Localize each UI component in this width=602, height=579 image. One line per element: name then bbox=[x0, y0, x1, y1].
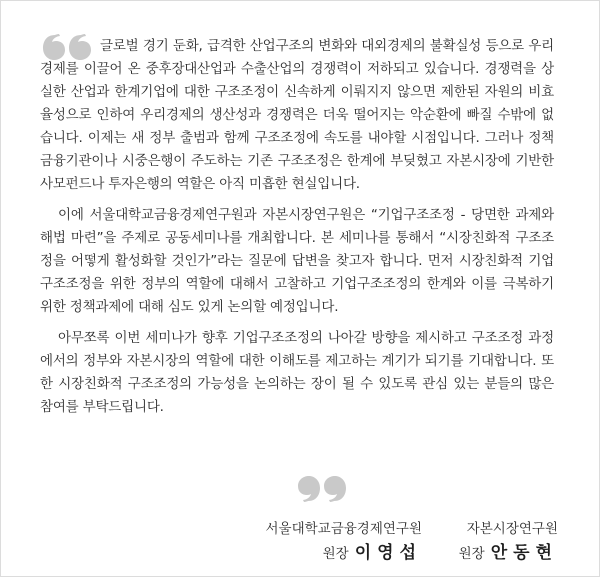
signature-name: 이영섭 bbox=[354, 543, 422, 563]
signature-2 bbox=[459, 518, 558, 566]
close-quote-icon bbox=[294, 473, 350, 505]
signature-title: 원장 bbox=[458, 546, 485, 562]
signature-name: 안동현 bbox=[490, 543, 558, 563]
signature-title: 원장 bbox=[322, 546, 349, 562]
paragraph-3: 아무쪼록 이번 세미나가 향후 기업구조조정의 나아갈 방향을 제시하고 구조조정 과정에서의 정부와 자본시장의 역할에 대한 이해도를 제고하는 계기가 되기를 기대합니다. 또한 시장친화적 구조조정의 가능성을 논의하는 장이 될 수 있도록 관심 있는 분들의 많은 참여를 부탁드립니다. bbox=[40, 330, 554, 415]
signature-1 bbox=[266, 518, 423, 566]
signature-org: 자본시장연구원 bbox=[466, 521, 558, 537]
letter-body bbox=[40, 35, 554, 419]
paragraph-1: 글로벌 경기 둔화, 급격한 산업구조의 변화와 대외경제의 불확실성 등으로 우리 경제를 이끌어 온 중후장대산업과 수출산업의 경쟁력이 저하되고 있습니다. 경쟁력을 상실한 산업과 한계기업에 대한 구조조정이 신속하게 이뤄지지 않으면 제한된 자원의 비효율성으로 인하여 우리경제의 생산성과 경쟁력은 더욱 떨어지는 악순환에 빠질 수밖에 없습니다. 이제는 새 정부 출범과 함께 구조조정에 속도를 내야할 시점입니다. 그러나 정책금융기관이나 시중은행이 주도하는 기존 구조조정은 한계에 부딪혔고 자본시장에 기반한 사모펀드나 투자은행의 역할은 아직 미흡한 현실입니다. bbox=[40, 38, 554, 192]
paragraph-2: 이에 서울대학교금융경제연구원과 자본시장연구원은 “기업구조조정 - 당면한 과제와 해법 마련”을 주제로 공동세미나를 개최합니다. 본 세미나를 통해서 “시장친화적 구조조정을 어떻게 활성화할 것인가”라는 질문에 답변을 찾고자 합니다. 먼저 시장친화적 기업구조조정을 위한 정부의 역할에 대해서 고찰하고 기업구조조정의 한계와 이를 극복하기 위한 정책과제에 대해 심도 있게 논의할 예정입니다. bbox=[40, 207, 554, 315]
signature-org: 서울대학교금융경제연구원 bbox=[265, 521, 422, 537]
